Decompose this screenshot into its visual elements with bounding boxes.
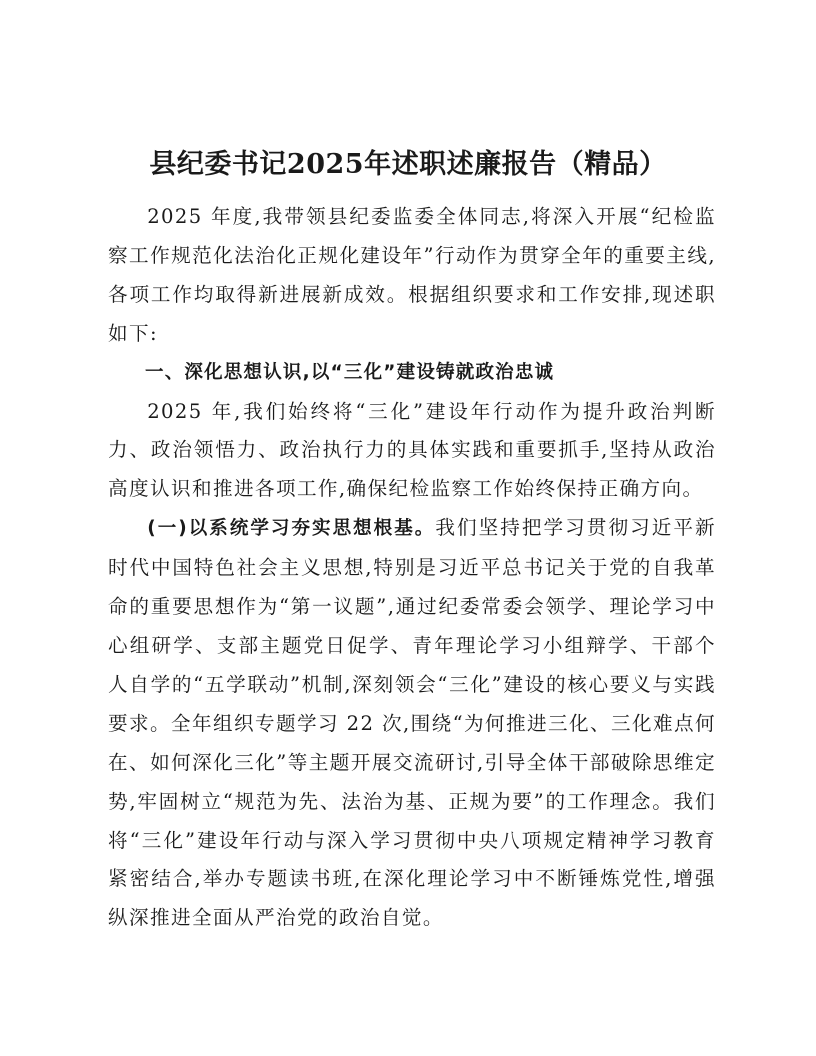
subsection-lead: (一)以系统学习夯实思想根基。 xyxy=(147,518,436,540)
section-heading: 一、深化思想认识,以“三化”建设铸就政治忠诚 xyxy=(145,361,555,383)
subsection-text: 我们坚持把学习贯彻习近平新时代中国特色社会主义思想,特别是习近平总书记关于党的自我革命的重要思想作为“第一议题”,通过纪委常委会领学、理论学习中心组研学、支部主题党日促学、青年理论学习小组辩学、干部个人自学的“五学联动”机制,深刻领会“三化”建设的核心要义与实践要求。全年组织专题学习 22 次,围绕“为何推进三化、三化难点何在、如何深化三化”等主题开展交流研讨,引导全体干部破除思维定势,牢固树立“规范为先、法治为基、正规为要”的工作理念。我们将“三化”建设年行动与深入学习贯彻中央八项规定精神学习教育紧密结合,举办专题读书班,在深化理论学习中不断锤炼党性,增强纵深推进全面从严治党的政治自觉。 xyxy=(108,516,716,930)
document-title: 县纪委书记2025年述职述廉报告（精品） xyxy=(149,149,667,180)
section-paragraph: 2025 年,我们始终将“三化”建设年行动作为提升政治判断力、政治领悟力、政治执行力的具体实践和重要抓手,坚持从政治高度认识和推进各项工作,确保纪检监察工作始终保持正确方向。 xyxy=(108,399,716,501)
document-body xyxy=(108,198,716,938)
subsection-paragraph xyxy=(108,509,716,938)
intro-paragraph: 2025 年度,我带领县纪委监委全体同志,将深入开展“纪检监察工作规范化法治化正规化建设年”行动作为贯穿全年的重要主线,各项工作均取得新进展新成效。根据组织要求和工作安排,现述职如下: xyxy=(108,205,716,345)
